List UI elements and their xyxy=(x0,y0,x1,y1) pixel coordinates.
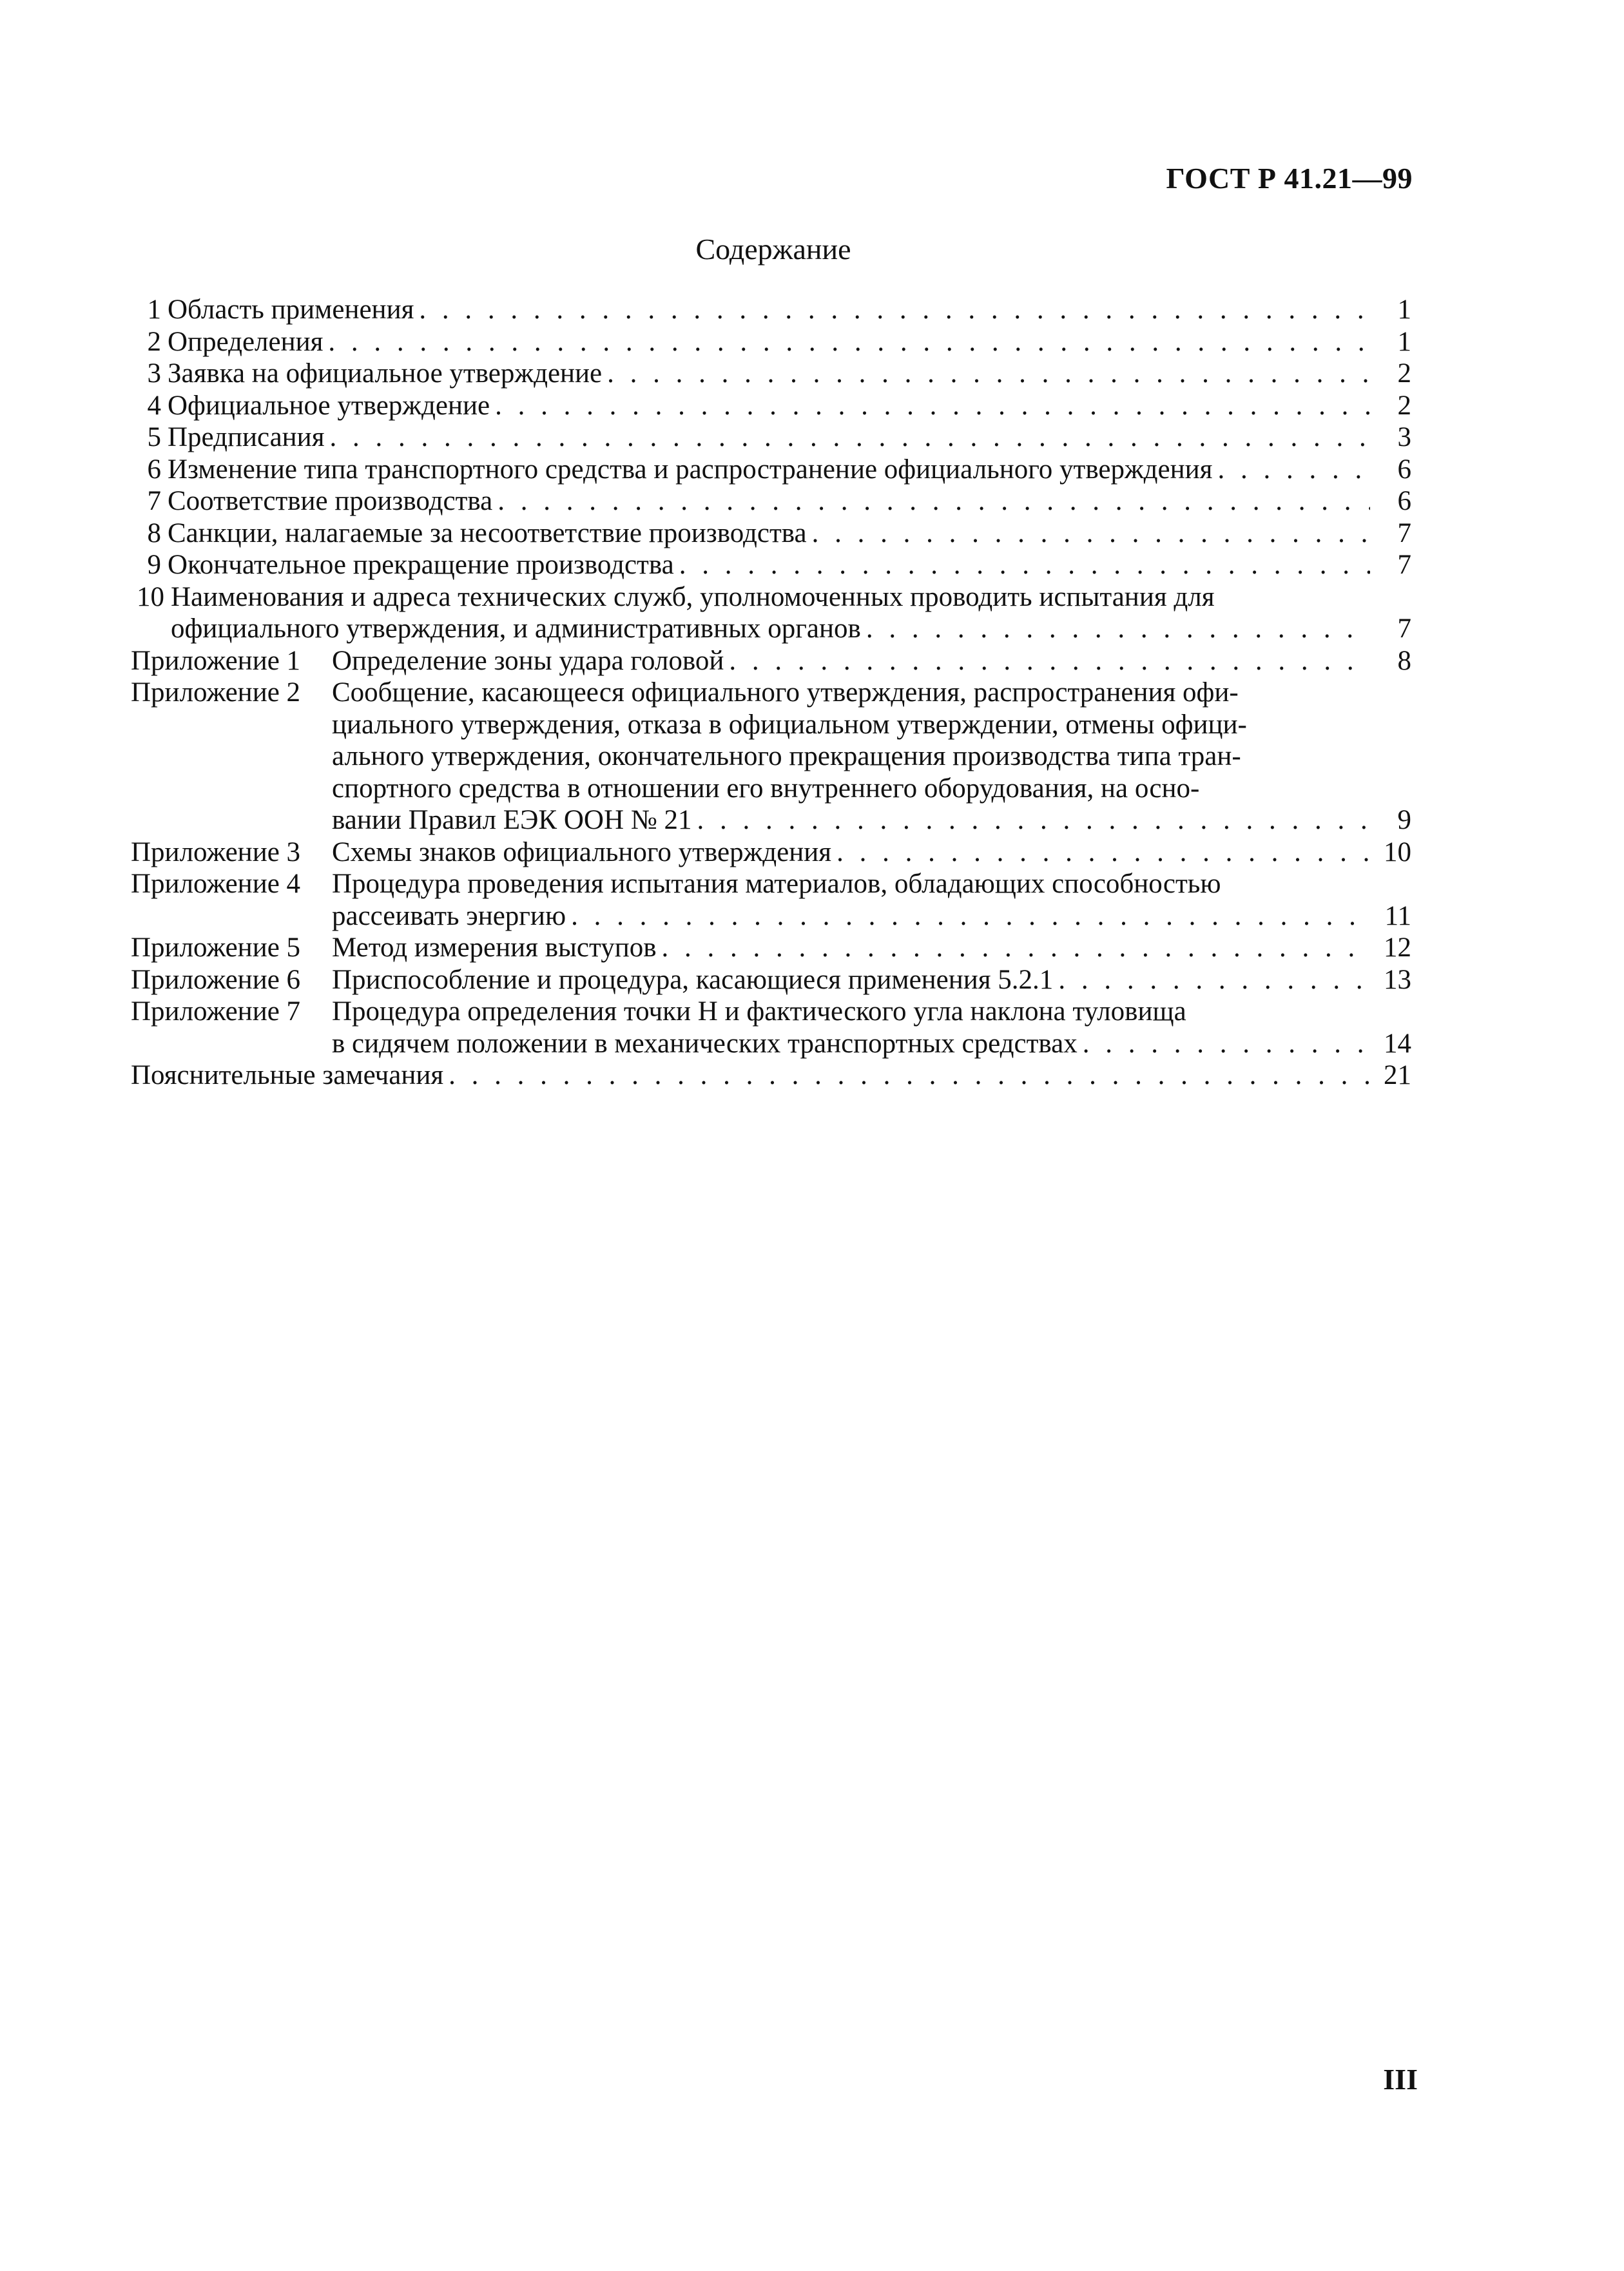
section-title: Окончательное прекращение производства xyxy=(168,550,674,580)
section-title: Заявка на официальное утверждение xyxy=(168,358,603,389)
dot-leader xyxy=(498,485,1370,517)
dot-leader xyxy=(1058,964,1370,996)
page-number: 10 xyxy=(1384,836,1411,867)
toc-entry-section-5[interactable] xyxy=(131,421,1411,454)
dot-leader xyxy=(328,326,1370,358)
section-title: Санкции, налагаемые за несоответствие производства xyxy=(168,517,807,548)
toc-entry-notes[interactable] xyxy=(131,1059,1411,1092)
toc-entry-section-1[interactable] xyxy=(131,294,1411,326)
page-number: 13 xyxy=(1384,964,1411,995)
page-number: 6 xyxy=(1397,486,1411,516)
section-title: Официальное утверждение xyxy=(168,390,490,421)
toc-entry-section-10[interactable] xyxy=(131,581,1411,645)
section-title: Изменение типа транспортного средства и распространение официального утверждения xyxy=(168,454,1213,485)
dot-leader xyxy=(1083,1028,1370,1060)
toc-entry-annex-2[interactable] xyxy=(131,677,1411,836)
toc-entry-annex-3[interactable] xyxy=(131,836,1411,869)
annex-label: Приложение 5 xyxy=(131,933,301,963)
page-number: 1 xyxy=(1397,326,1411,357)
annex-title-line: вании Правил ЕЭК ООН № 21 xyxy=(332,805,692,835)
toc-entry-annex-1[interactable] xyxy=(131,645,1411,677)
page-number: 11 xyxy=(1384,900,1411,931)
annex-title-line: спортного средства в отношении его внутреннего оборудования, на осно- xyxy=(332,773,1200,804)
dot-leader xyxy=(449,1059,1370,1092)
page-title: Содержание xyxy=(695,233,851,266)
toc-entry-section-7[interactable] xyxy=(131,485,1411,517)
toc-entry-section-4[interactable] xyxy=(131,390,1411,422)
page-number: 6 xyxy=(1397,454,1411,485)
annex-label: Приложение 6 xyxy=(131,964,301,995)
annex-title: Определение зоны удара головой xyxy=(332,645,724,676)
toc-entry-section-2[interactable] xyxy=(131,326,1411,358)
annex-title: Метод измерения выступов xyxy=(332,933,657,963)
page-number: 12 xyxy=(1384,933,1411,963)
section-title: Предписания xyxy=(168,422,325,452)
page-number: 7 xyxy=(1397,614,1411,644)
section-number: 2 xyxy=(147,326,161,357)
page-number: 21 xyxy=(1384,1060,1411,1090)
dot-leader xyxy=(495,390,1370,422)
page-number: 7 xyxy=(1397,517,1411,548)
section-title: Соответствие производства xyxy=(168,486,493,516)
annex-title: Приспособление и процедура, касающиеся применения 5.2.1 xyxy=(332,964,1054,995)
notes-title: Пояснительные замечания xyxy=(131,1060,444,1090)
annex-title-line: рассеивать энергию xyxy=(332,900,566,931)
dot-leader xyxy=(662,932,1370,964)
dot-leader xyxy=(329,421,1370,454)
page-number: 2 xyxy=(1397,390,1411,421)
dot-leader xyxy=(1217,454,1370,486)
section-number: 3 xyxy=(147,358,161,389)
page-number-roman: III xyxy=(1383,2063,1418,2096)
toc-entry-annex-7[interactable] xyxy=(131,996,1411,1059)
table-of-contents xyxy=(131,294,1411,1092)
dot-leader xyxy=(697,804,1370,836)
section-number: 5 xyxy=(147,422,161,452)
annex-title-line: Процедура проведения испытания материалов, обладающих способностью xyxy=(332,869,1221,899)
section-title: Область применения xyxy=(168,295,414,325)
page-number: 3 xyxy=(1397,422,1411,452)
annex-title-line: Процедура определения точки H и фактического угла наклона туловища xyxy=(332,996,1186,1027)
toc-entry-section-8[interactable] xyxy=(131,517,1411,550)
dot-leader xyxy=(679,549,1370,581)
page-number: 1 xyxy=(1397,295,1411,325)
annex-title-line: Сообщение, касающееся официального утверждения, распространения офи- xyxy=(332,677,1239,708)
section-number: 1 xyxy=(147,295,161,325)
annex-title: Схемы знаков официального утверждения xyxy=(332,836,832,867)
page-number: 14 xyxy=(1384,1028,1411,1059)
dot-leader xyxy=(866,613,1370,645)
dot-leader xyxy=(419,294,1370,326)
section-number: 7 xyxy=(147,486,161,516)
dot-leader xyxy=(729,645,1370,677)
section-number: 8 xyxy=(147,517,161,548)
dot-leader xyxy=(836,836,1370,869)
toc-entry-annex-6[interactable] xyxy=(131,964,1411,996)
section-number: 9 xyxy=(147,550,161,580)
annex-title-line: в сидячем положении в механических транспортных средствах xyxy=(332,1028,1078,1059)
dot-leader xyxy=(812,517,1370,550)
toc-entry-section-6[interactable] xyxy=(131,454,1411,486)
annex-title-line: ального утверждения, окончательного прекращения производства типа тран- xyxy=(332,741,1241,771)
page-number: 9 xyxy=(1397,805,1411,835)
section-title: Определения xyxy=(168,326,324,357)
dot-leader xyxy=(607,358,1370,390)
section-number: 10 xyxy=(137,581,164,612)
toc-entry-annex-4[interactable] xyxy=(131,868,1411,932)
annex-label: Приложение 2 xyxy=(131,677,301,708)
annex-title-line: циального утверждения, отказа в официальном утверждении, отмены офици- xyxy=(332,709,1247,740)
page-number: 2 xyxy=(1397,358,1411,389)
section-title-line-2: официального утверждения, и административных органов xyxy=(171,614,861,644)
annex-label: Приложение 7 xyxy=(131,996,301,1027)
annex-label: Приложение 3 xyxy=(131,836,301,867)
page-number: 8 xyxy=(1397,645,1411,676)
section-title-line-1: Наименования и адреса технических служб, уполномоченных проводить испытания для xyxy=(171,581,1215,612)
document-code: ГОСТ Р 41.21—99 xyxy=(1166,162,1413,195)
annex-label: Приложение 1 xyxy=(131,645,301,676)
annex-label: Приложение 4 xyxy=(131,869,301,899)
dot-leader xyxy=(571,900,1370,933)
page-number: 7 xyxy=(1397,550,1411,580)
section-number: 4 xyxy=(147,390,161,421)
toc-entry-section-9[interactable] xyxy=(131,549,1411,581)
toc-entry-section-3[interactable] xyxy=(131,358,1411,390)
toc-entry-annex-5[interactable] xyxy=(131,932,1411,964)
section-number: 6 xyxy=(147,454,161,485)
